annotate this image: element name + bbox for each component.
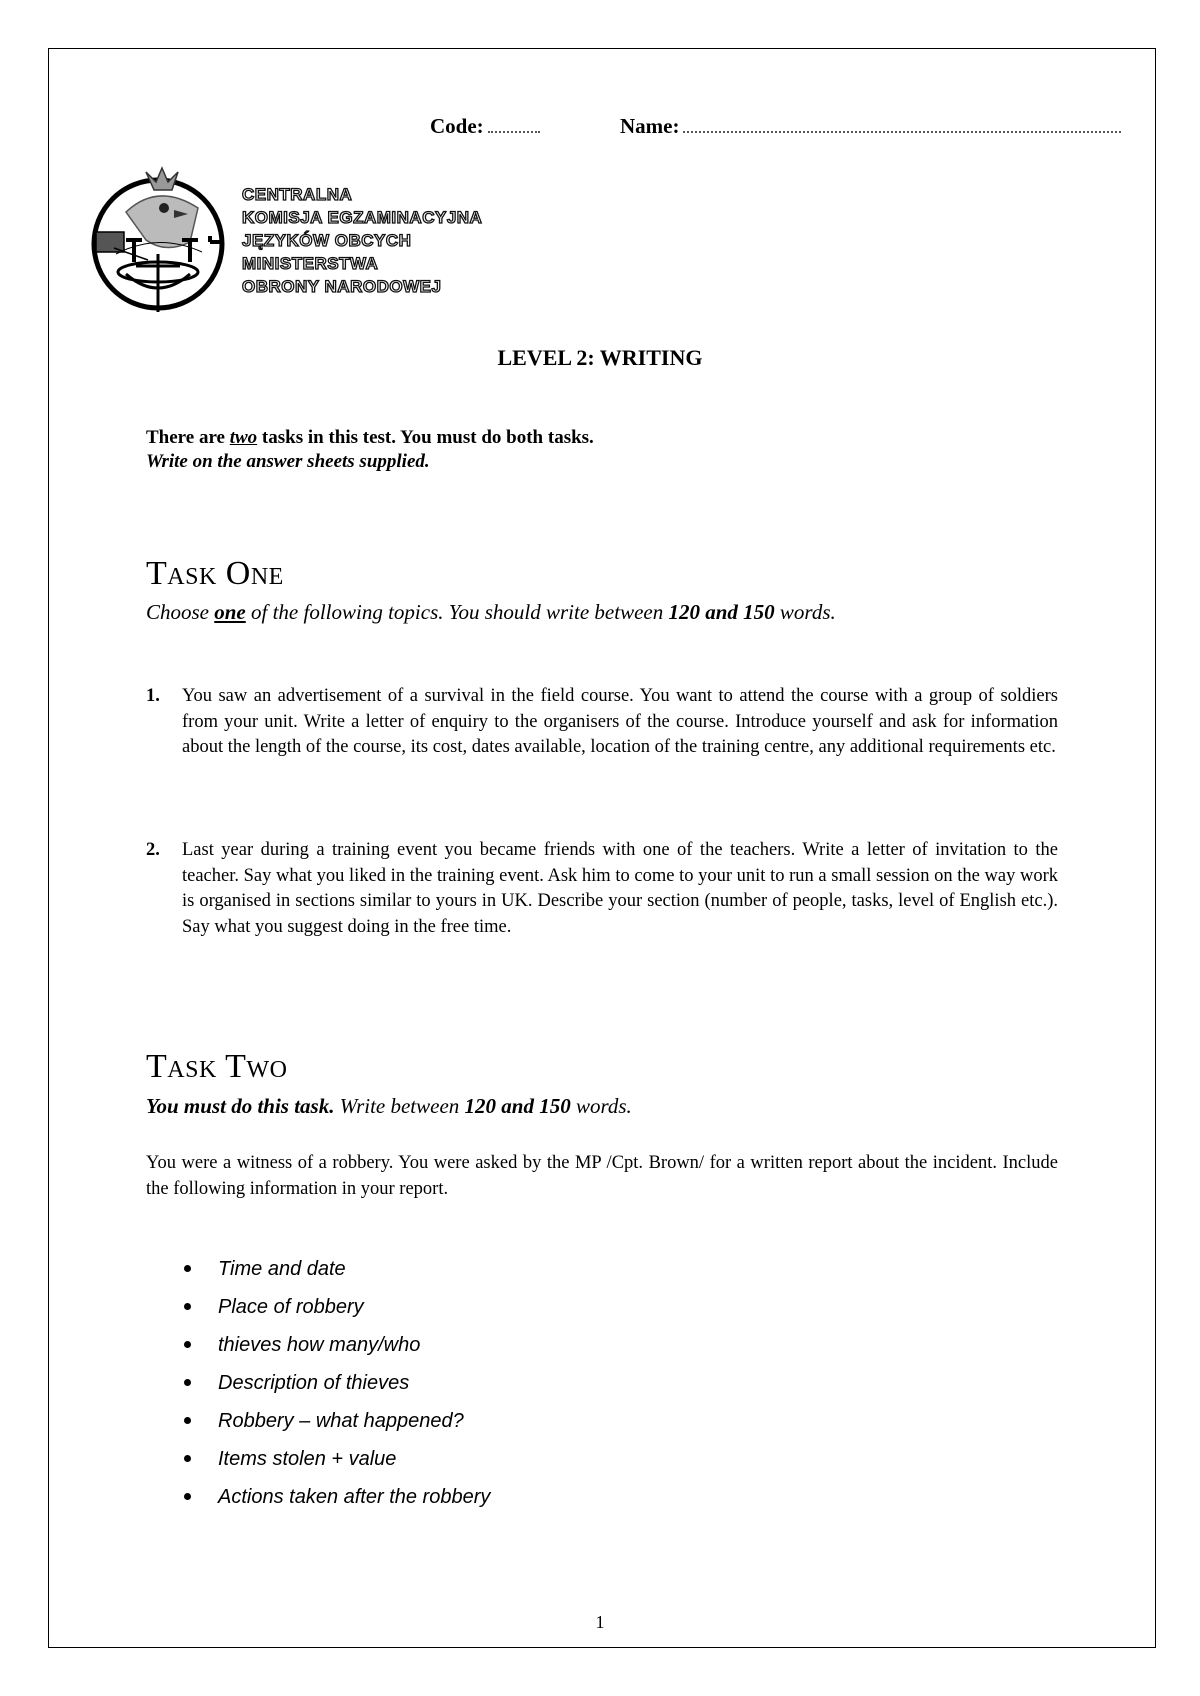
logo-line: MINISTERSTWA <box>242 254 379 273</box>
page-number: 1 <box>595 1612 605 1632</box>
emblem-logo-icon <box>86 162 238 314</box>
task-two-instructions: You must do this task. Write between 120 and 150 words. <box>146 1094 632 1118</box>
logo-line: CENTRALNA <box>242 185 353 204</box>
bullet-icon <box>184 1455 191 1462</box>
code-field <box>430 114 540 139</box>
bullet-icon <box>184 1265 191 1272</box>
name-blank <box>683 127 1121 133</box>
name-field <box>620 114 1121 139</box>
list-item: Place of robbery <box>184 1288 490 1326</box>
topic-number: 2. <box>146 840 160 860</box>
task-two-heading: Task Two <box>146 1048 288 1085</box>
task-one-instructions: Choose one of the following topics. You should write between 120 and 150 words. <box>146 600 836 624</box>
name-label: Name: <box>620 114 680 138</box>
emphasis-two: two <box>229 427 258 448</box>
page-title: LEVEL 2: WRITING <box>497 345 703 370</box>
topic-item-1 <box>146 684 1058 761</box>
list-item: thieves how many/who <box>184 1326 490 1364</box>
list-item: Actions taken after the robbery <box>184 1478 490 1516</box>
logo-wordmark <box>242 183 482 298</box>
task-one-heading: Task One <box>146 555 284 592</box>
bullet-icon <box>184 1417 191 1424</box>
bullet-icon <box>184 1379 191 1386</box>
code-blank <box>488 127 540 133</box>
logo-line: JĘZYKÓW OBCYCH <box>242 231 412 250</box>
list-item: Items stolen + value <box>184 1440 490 1478</box>
topic-text: Last year during a training event you became friends with one of the teachers. Write a letter of invitation to the teacher. Say what you liked in the training event. Ask him to come to your unit to run a small session on the way work is organised in sections similar to yours in UK. Describe your section (number of people, tasks, level of English etc.). Say what you suggest doing in the free time. <box>182 840 1058 937</box>
topic-text: You saw an advertisement of a survival in the field course. You want to attend the course with a group of soldiers from your unit. Write a letter of enquiry to the organisers of the course. Introduce yourself and ask for information about the length of the course, its cost, dates available, location of the training centre, any additional requirements etc. <box>182 686 1058 757</box>
list-item: Description of thieves <box>184 1364 490 1402</box>
topic-item-2 <box>146 838 1058 940</box>
intro-line-1: There are two tasks in this test. You must do both tasks. <box>146 427 594 448</box>
list-item: Robbery – what happened? <box>184 1402 490 1440</box>
topic-number: 1. <box>146 686 160 706</box>
report-info-list <box>184 1250 490 1516</box>
intro-instructions <box>146 426 594 474</box>
logo-line: KOMISJA EGZAMINACYJNA <box>242 208 483 227</box>
list-item: Time and date <box>184 1250 490 1288</box>
emphasis-one: one <box>214 600 246 624</box>
bullet-icon <box>184 1303 191 1310</box>
bullet-icon <box>184 1341 191 1348</box>
code-label: Code: <box>430 114 484 138</box>
logo-line: OBRONY NARODOWEJ <box>242 277 442 296</box>
bullet-icon <box>184 1493 191 1500</box>
task-two-paragraph: You were a witness of a robbery. You were asked by the MP /Cpt. Brown/ for a written report about the incident. Include the following information in your report. <box>146 1153 1058 1199</box>
intro-line-2: Write on the answer sheets supplied. <box>146 451 430 472</box>
